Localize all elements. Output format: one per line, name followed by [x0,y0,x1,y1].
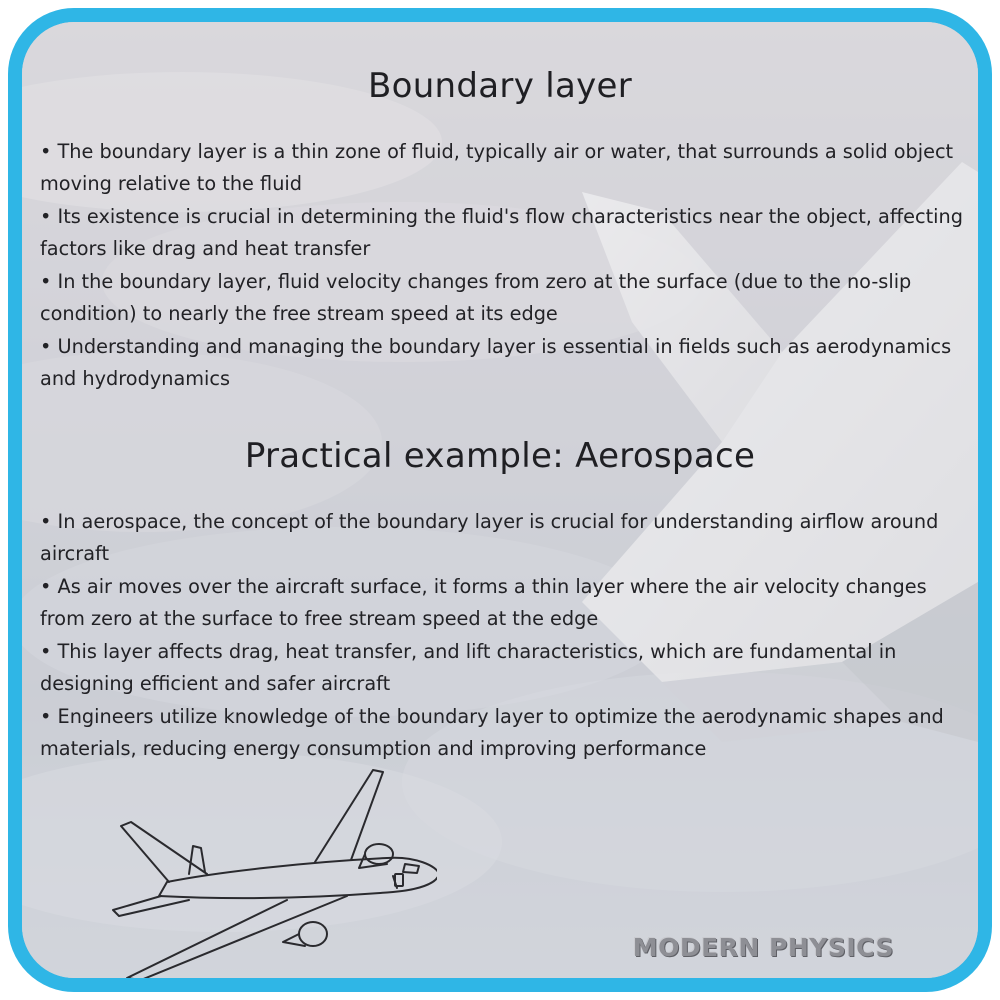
list-item: • In the boundary layer, fluid velocity changes from zero at the surface (due to the no-slip condition) to nearly the free stream speed at its edge [40,266,966,330]
section-title-practical-example: Practical example: Aerospace [244,436,756,476]
card-frame [8,8,992,992]
list-item: • Understanding and managing the boundary layer is essential in fields such as aerodynamics and hydrodynamics [40,331,966,395]
bullet-list-boundary-layer [40,136,966,396]
section-title-boundary-layer: Boundary layer [367,66,633,106]
list-item: • Its existence is crucial in determining the fluid's flow characteristics near the object, affecting factors like drag and heat transfer [40,201,966,265]
list-item: • As air moves over the aircraft surface, it forms a thin layer where the air velocity changes from zero at the surface to free stream speed at the edge [40,571,966,635]
list-item: • Engineers utilize knowledge of the boundary layer to optimize the aerodynamic shapes and materials, reducing energy consumption and improving performance [40,701,966,765]
brand-logo: MODERN PHYSICS [632,933,894,962]
list-item: • This layer affects drag, heat transfer, and lift characteristics, which are fundamental in designing efficient and safer aircraft [40,636,966,700]
list-item: • The boundary layer is a thin zone of fluid, typically air or water, that surrounds a solid object moving relative to the fluid [40,136,966,200]
airplane-icon [97,750,437,980]
bullet-list-practical-example [40,506,966,766]
content [22,22,978,978]
list-item: • In aerospace, the concept of the boundary layer is crucial for understanding airflow around aircraft [40,506,966,570]
